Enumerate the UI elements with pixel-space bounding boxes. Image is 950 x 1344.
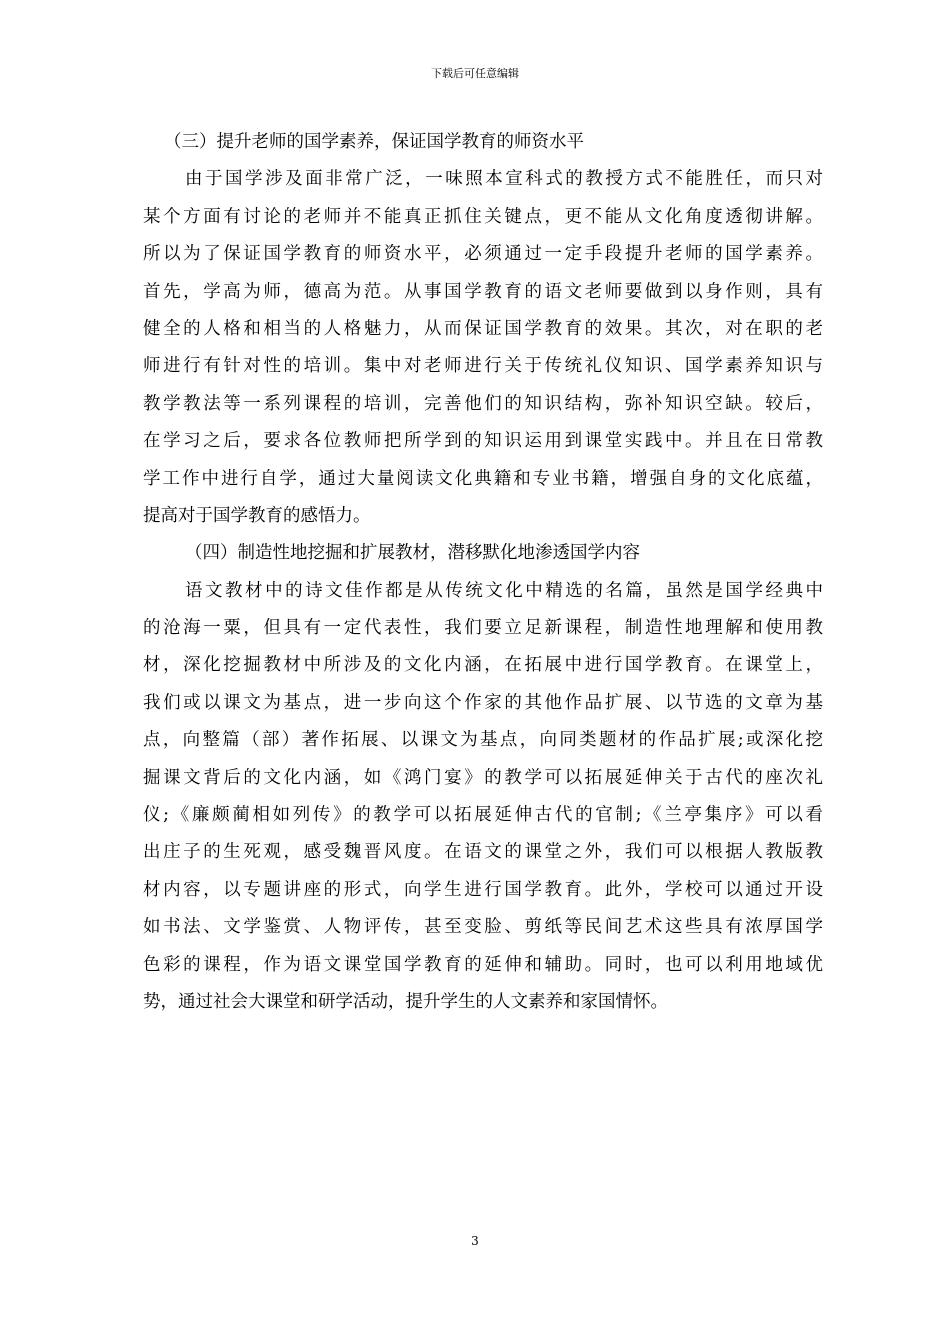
document-body: [143, 124, 823, 1021]
paragraph-line: 师进行有针对性的培训。集中对老师进行关于传统礼仪知识、国学素养知识与: [143, 356, 823, 377]
paragraph-line: 教学教法等一系列课程的培训，完善他们的知识结构，弥补知识空缺。较后，: [143, 393, 823, 414]
page-number: 3: [471, 1234, 479, 1248]
paragraph-line: 势，通过社会大课堂和研学活动，提升学生的人文素养和家国情怀。: [143, 991, 668, 1012]
section-heading: （三）提升老师的国学素养，保证国学教育的师资水平: [164, 132, 584, 152]
paragraph-line: 点，向整篇（部）著作拓展、以课文为基点，向同类题材的作品扩展;或深化挖: [143, 730, 823, 751]
paragraph-line: 某个方面有讨论的老师并不能真正抓住关键点，更不能从文化角度透彻讲解。: [143, 206, 823, 227]
paragraph-line: 材内容，以专题讲座的形式，向学生进行国学教育。此外，学校可以通过开设: [143, 879, 823, 900]
paragraph-line: 如书法、文学鉴赏、人物评传，甚至变脸、剪纸等民间艺术这些具有浓厚国学: [143, 917, 823, 938]
paragraph-line: 学工作中进行自学，通过大量阅读文化典籍和专业书籍，增强自身的文化底蕴，: [143, 468, 823, 489]
paragraph-line: 在学习之后，要求各位教师把所学到的知识运用到课堂实践中。并且在日常教: [143, 431, 823, 452]
paragraph-line: 的沧海一粟，但具有一定代表性，我们要立足新课程，制造性地理解和使用教: [143, 618, 823, 639]
page-header: 下载后可任意编辑: [431, 67, 519, 80]
paragraph-line: 掘课文背后的文化内涵，如《鸿门宴》的教学可以拓展延伸关于古代的座次礼: [143, 767, 823, 788]
paragraph-line: 所以为了保证国学教育的师资水平，必须通过一定手段提升老师的国学素养。: [143, 244, 823, 265]
section-heading: （四）制造性地挖掘和扩展教材，潜移默化地渗透国学内容: [185, 543, 640, 564]
paragraph-line: 我们或以课文为基点，进一步向这个作家的其他作品扩展、以节选的文章为基: [143, 692, 823, 713]
paragraph-line: 语文教材中的诗文佳作都是从传统文化中精选的名篇，虽然是国学经典中: [185, 580, 823, 601]
paragraph-line: 首先，学高为师，德高为范。从事国学教育的语文老师要做到以身作则，具有: [143, 281, 823, 302]
paragraph-line: 出庄子的生死观，感受魏晋风度。在语文的课堂之外，我们可以根据人教版教: [143, 842, 823, 863]
paragraph-line: 材，深化挖掘教材中所涉及的文化内涵，在拓展中进行国学教育。在课堂上，: [143, 655, 823, 676]
paragraph-line: 由于国学涉及面非常广泛，一味照本宣科式的教授方式不能胜任，而只对: [185, 169, 823, 190]
paragraph-line: 仪;《廉颇蔺相如列传》的教学可以拓展延伸古代的官制;《兰亭集序》可以看: [143, 805, 823, 826]
paragraph-line: 健全的人格和相当的人格魅力，从而保证国学教育的效果。其次，对在职的老: [143, 318, 823, 339]
paragraph-line: 色彩的课程，作为语文课堂国学教育的延伸和辅助。同时，也可以利用地域优: [143, 954, 823, 975]
paragraph-line: 提高对于国学教育的感悟力。: [143, 505, 371, 526]
